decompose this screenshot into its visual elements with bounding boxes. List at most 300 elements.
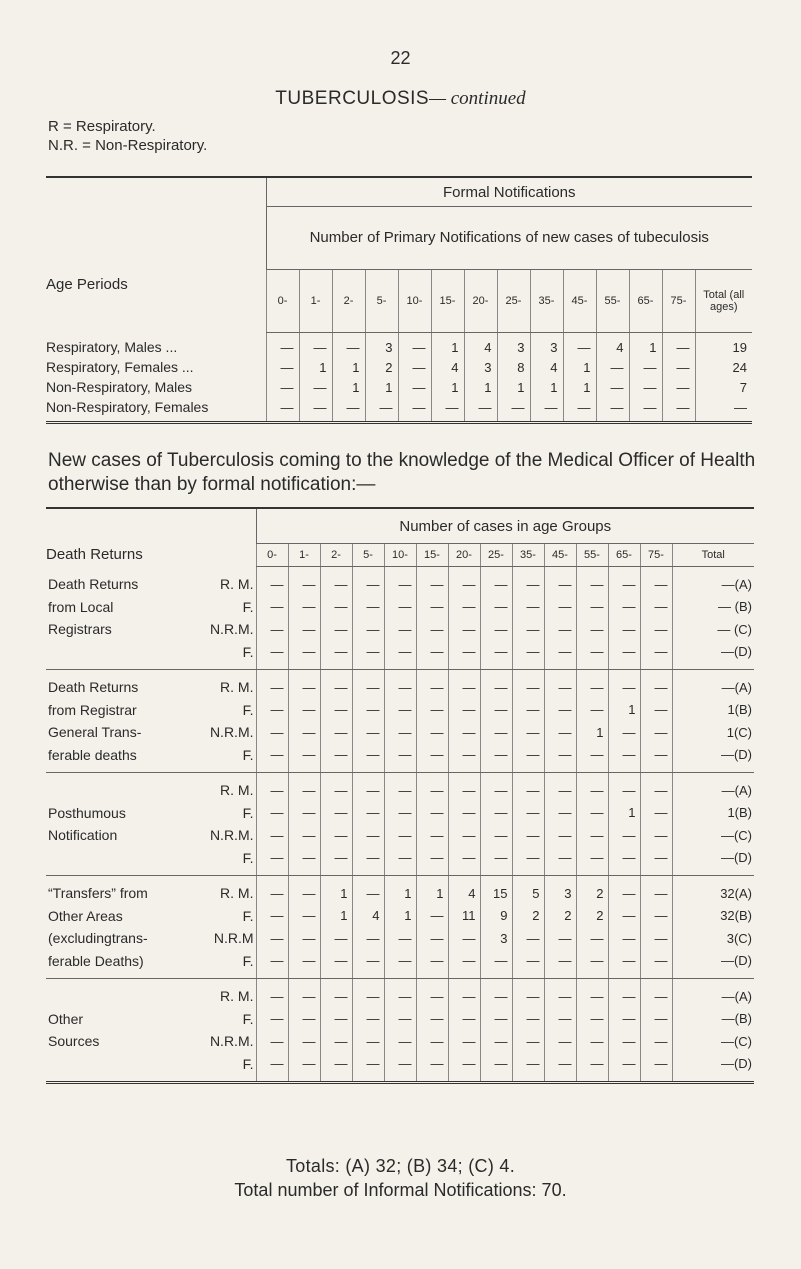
table-cell: — bbox=[576, 567, 608, 596]
table-cell: — bbox=[416, 950, 448, 979]
table-cell: — bbox=[544, 802, 576, 825]
table-cell: — bbox=[662, 397, 695, 423]
table-cell: — bbox=[352, 670, 384, 699]
table-cell: — bbox=[512, 670, 544, 699]
table-cell: — bbox=[398, 377, 431, 397]
table-row bbox=[46, 357, 752, 377]
table-cell: — bbox=[352, 721, 384, 744]
table-cell: — bbox=[288, 670, 320, 699]
table-cell: — bbox=[320, 641, 352, 670]
table-row bbox=[46, 333, 752, 358]
table-cell: 1 bbox=[384, 876, 416, 905]
table-cell: — bbox=[640, 773, 672, 802]
source-label bbox=[46, 847, 176, 876]
table-cell: — bbox=[448, 618, 480, 641]
table-cell: — bbox=[384, 744, 416, 773]
age-group-header: 20- bbox=[464, 270, 497, 333]
table-cell: — bbox=[662, 333, 695, 358]
row-total: 32(A) bbox=[672, 876, 754, 905]
table-cell: — bbox=[608, 1030, 640, 1053]
table-row bbox=[46, 847, 754, 876]
table-cell: — bbox=[608, 1053, 640, 1083]
table-cell: — bbox=[544, 824, 576, 847]
legend-non-respiratory: N.R. = Non-Respiratory. bbox=[48, 137, 208, 154]
age-group-header: 75- bbox=[640, 544, 672, 567]
category-label: N.R.M. bbox=[209, 827, 254, 844]
table-cell: — bbox=[640, 824, 672, 847]
table-cell: — bbox=[629, 397, 662, 423]
table-cell: — bbox=[288, 927, 320, 950]
table-cell: — bbox=[640, 618, 672, 641]
table-cell: — bbox=[640, 1053, 672, 1083]
table-cell: 3 bbox=[480, 927, 512, 950]
table-cell: — bbox=[448, 847, 480, 876]
table-cell: — bbox=[256, 1008, 288, 1031]
table-cell: — bbox=[576, 1053, 608, 1083]
table-row bbox=[46, 377, 752, 397]
table-cell: — bbox=[512, 596, 544, 619]
row-label: Non-Respiratory, Females bbox=[46, 399, 209, 415]
table-cell: — bbox=[448, 824, 480, 847]
table-cell: 3 bbox=[544, 876, 576, 905]
source-label: ferable Deaths) bbox=[46, 950, 176, 979]
table-cell: — bbox=[352, 641, 384, 670]
table-cell: — bbox=[266, 333, 299, 358]
table-cell: — bbox=[480, 670, 512, 699]
table-cell: — bbox=[256, 773, 288, 802]
age-group-header: 35- bbox=[512, 544, 544, 567]
table-cell: — bbox=[544, 950, 576, 979]
table-cell: — bbox=[320, 1008, 352, 1031]
table-cell: — bbox=[352, 979, 384, 1008]
table-cell: — bbox=[384, 927, 416, 950]
table-cell: — bbox=[352, 1053, 384, 1083]
table-row bbox=[46, 905, 754, 928]
table-cell: — bbox=[640, 670, 672, 699]
row-total: 32(B) bbox=[672, 905, 754, 928]
source-label: Other bbox=[48, 1010, 84, 1027]
table-cell: — bbox=[480, 773, 512, 802]
age-group-header: 25- bbox=[497, 270, 530, 333]
table-cell: 3 bbox=[464, 357, 497, 377]
table-cell: — bbox=[544, 979, 576, 1008]
table-cell: — bbox=[384, 979, 416, 1008]
table-cell: 4 bbox=[596, 333, 629, 358]
table-cell: — bbox=[384, 1030, 416, 1053]
age-group-header: 15- bbox=[416, 544, 448, 567]
table-cell: — bbox=[416, 744, 448, 773]
table-cell: — bbox=[563, 333, 596, 358]
table-cell: 1 bbox=[332, 357, 365, 377]
table-cell: — bbox=[416, 670, 448, 699]
table-cell: — bbox=[576, 1030, 608, 1053]
total-all-ages-header: Total (all ages) bbox=[695, 270, 752, 333]
table-cell: 1 bbox=[431, 377, 464, 397]
table-cell: — bbox=[256, 596, 288, 619]
table-row bbox=[46, 1008, 754, 1031]
age-group-header: 0- bbox=[256, 544, 288, 567]
table-row bbox=[46, 1053, 754, 1083]
row-total: 3(C) bbox=[672, 927, 754, 950]
table-cell: — bbox=[530, 397, 563, 423]
table-cell: — bbox=[416, 905, 448, 928]
table-cell: — bbox=[448, 567, 480, 596]
table-cell: — bbox=[629, 377, 662, 397]
table-cell: — bbox=[352, 1008, 384, 1031]
table-cell: — bbox=[416, 824, 448, 847]
table-cell: — bbox=[640, 876, 672, 905]
table-cell: — bbox=[352, 824, 384, 847]
table-cell: — bbox=[608, 905, 640, 928]
source-label bbox=[46, 1053, 176, 1083]
age-group-header: 2- bbox=[320, 544, 352, 567]
table-cell: — bbox=[352, 876, 384, 905]
row-total: —(D) bbox=[672, 744, 754, 773]
table-cell: — bbox=[448, 927, 480, 950]
table-cell: — bbox=[576, 927, 608, 950]
table-cell: — bbox=[352, 744, 384, 773]
table-cell: 1 bbox=[384, 905, 416, 928]
table-cell: — bbox=[352, 567, 384, 596]
table-cell: — bbox=[384, 721, 416, 744]
table-row bbox=[46, 397, 752, 423]
table-cell: — bbox=[640, 721, 672, 744]
table-cell: — bbox=[596, 357, 629, 377]
table-cell: — bbox=[288, 876, 320, 905]
row-total: —(A) bbox=[672, 567, 754, 596]
source-label: Other Areas bbox=[48, 907, 123, 924]
table-cell: 1 bbox=[320, 876, 352, 905]
table-row bbox=[46, 824, 754, 847]
row-total: —(A) bbox=[672, 979, 754, 1008]
table-cell: — bbox=[320, 824, 352, 847]
category-label: F. bbox=[242, 598, 254, 615]
legend-respiratory: R = Respiratory. bbox=[48, 118, 156, 135]
table-cell: — bbox=[480, 596, 512, 619]
category-label: F. bbox=[242, 907, 254, 924]
row-total: —(D) bbox=[672, 641, 754, 670]
table-cell: — bbox=[596, 377, 629, 397]
row-total: —(A) bbox=[672, 773, 754, 802]
table-cell: — bbox=[384, 950, 416, 979]
category-label: F. bbox=[242, 1055, 254, 1072]
row-total: —(D) bbox=[672, 847, 754, 876]
table-cell: — bbox=[544, 641, 576, 670]
table-cell: — bbox=[608, 618, 640, 641]
row-total: —(B) bbox=[672, 1008, 754, 1031]
category-label: F. bbox=[176, 950, 256, 979]
table-cell: — bbox=[256, 847, 288, 876]
source-label bbox=[46, 773, 176, 802]
table-cell: — bbox=[544, 596, 576, 619]
table-cell: — bbox=[398, 397, 431, 423]
table-cell: — bbox=[384, 567, 416, 596]
table-cell: 1 bbox=[431, 333, 464, 358]
source-label bbox=[46, 979, 176, 1008]
age-group-header: 10- bbox=[384, 544, 416, 567]
page-number: 22 bbox=[390, 48, 411, 68]
table-cell: — bbox=[544, 670, 576, 699]
table-cell: — bbox=[480, 824, 512, 847]
table-cell: — bbox=[320, 699, 352, 722]
table-cell: — bbox=[544, 1008, 576, 1031]
death-returns-header: Death Returns bbox=[46, 545, 143, 563]
source-label: from Registrar bbox=[48, 701, 137, 718]
category-label: R. M. bbox=[220, 576, 254, 592]
table-cell: 3 bbox=[365, 333, 398, 358]
table-cell: 1 bbox=[299, 357, 332, 377]
table-cell: — bbox=[640, 927, 672, 950]
formal-notifications-header: Formal Notifications bbox=[266, 177, 752, 207]
table-row bbox=[46, 950, 754, 979]
table-cell: — bbox=[448, 670, 480, 699]
table-cell: — bbox=[544, 744, 576, 773]
table-cell: — bbox=[480, 567, 512, 596]
total-header: Total bbox=[672, 544, 754, 567]
table-cell: 4 bbox=[448, 876, 480, 905]
age-group-header: 10- bbox=[398, 270, 431, 333]
table-cell: 4 bbox=[464, 333, 497, 358]
table-cell: — bbox=[695, 397, 752, 423]
age-group-header: 0- bbox=[266, 270, 299, 333]
table-cell: — bbox=[576, 670, 608, 699]
table-cell: — bbox=[544, 1030, 576, 1053]
table-cell: — bbox=[576, 699, 608, 722]
table-cell: — bbox=[640, 596, 672, 619]
table-cell: — bbox=[512, 773, 544, 802]
table-cell: 1 bbox=[563, 357, 596, 377]
table-cell: — bbox=[288, 567, 320, 596]
age-group-header: 45- bbox=[544, 544, 576, 567]
table-cell: — bbox=[299, 397, 332, 423]
table-cell: — bbox=[416, 847, 448, 876]
source-label: Notification bbox=[48, 827, 118, 844]
category-label: F. bbox=[176, 744, 256, 773]
table-cell: — bbox=[416, 1030, 448, 1053]
table-cell: 2 bbox=[512, 905, 544, 928]
table-cell: — bbox=[256, 721, 288, 744]
age-group-header: 25- bbox=[480, 544, 512, 567]
table-cell: — bbox=[288, 699, 320, 722]
table-cell: — bbox=[512, 744, 544, 773]
table-row bbox=[46, 721, 754, 744]
age-group-header: 55- bbox=[576, 544, 608, 567]
table-cell: 2 bbox=[365, 357, 398, 377]
table-cell: — bbox=[576, 618, 608, 641]
source-label: (excludingtrans- bbox=[48, 930, 148, 947]
table-cell: — bbox=[384, 641, 416, 670]
table-row bbox=[46, 927, 754, 950]
table-cell: 11 bbox=[448, 905, 480, 928]
table-cell: — bbox=[512, 699, 544, 722]
table-cell: 5 bbox=[512, 876, 544, 905]
table-cell: — bbox=[332, 397, 365, 423]
primary-notifications-header: Number of Primary Notifications of new cases of tubeculosis bbox=[266, 207, 752, 270]
age-group-header: 35- bbox=[530, 270, 563, 333]
row-total: —(A) bbox=[672, 670, 754, 699]
table-cell: 1 bbox=[530, 377, 563, 397]
source-label: ferable deaths bbox=[46, 744, 176, 773]
table-cell: — bbox=[384, 596, 416, 619]
row-total: —(D) bbox=[672, 950, 754, 979]
title-suffix: — continued bbox=[429, 88, 526, 109]
age-group-header: 15- bbox=[431, 270, 464, 333]
table-cell: — bbox=[416, 927, 448, 950]
table-cell: — bbox=[608, 721, 640, 744]
table-cell: — bbox=[448, 1053, 480, 1083]
table-cell: — bbox=[256, 979, 288, 1008]
table-cell: — bbox=[384, 802, 416, 825]
table-cell: — bbox=[288, 905, 320, 928]
table-cell: 9 bbox=[480, 905, 512, 928]
age-group-header: 2- bbox=[332, 270, 365, 333]
table-cell: — bbox=[266, 377, 299, 397]
table-cell: — bbox=[512, 567, 544, 596]
table-cell: — bbox=[512, 824, 544, 847]
total-informal-notifications: Total number of Informal Notifications: 70. bbox=[234, 1180, 567, 1200]
table-cell: — bbox=[512, 1008, 544, 1031]
table-cell: — bbox=[640, 979, 672, 1008]
table-cell: — bbox=[256, 824, 288, 847]
table-cell: — bbox=[256, 927, 288, 950]
table-cell: — bbox=[416, 1053, 448, 1083]
table-cell: — bbox=[288, 824, 320, 847]
table-cell: — bbox=[629, 357, 662, 377]
table-cell: — bbox=[288, 744, 320, 773]
table-cell: — bbox=[640, 641, 672, 670]
table-cell: — bbox=[256, 670, 288, 699]
table-cell: — bbox=[384, 1008, 416, 1031]
table-cell: — bbox=[288, 618, 320, 641]
age-group-header: 45- bbox=[563, 270, 596, 333]
table-cell: 1 bbox=[497, 377, 530, 397]
table-cell: — bbox=[544, 721, 576, 744]
table-row bbox=[46, 567, 754, 596]
table-cell: — bbox=[512, 618, 544, 641]
totals-line: Totals: (A) 32; (B) 34; (C) 4. bbox=[285, 1156, 516, 1176]
table-cell: 1 bbox=[365, 377, 398, 397]
table-cell: — bbox=[576, 847, 608, 876]
table-cell: — bbox=[352, 773, 384, 802]
table-cell: — bbox=[480, 721, 512, 744]
table-cell: — bbox=[416, 567, 448, 596]
table-cell: — bbox=[320, 950, 352, 979]
category-label: F. bbox=[176, 847, 256, 876]
table-cell: — bbox=[480, 979, 512, 1008]
table-cell: — bbox=[416, 721, 448, 744]
table-cell: — bbox=[352, 596, 384, 619]
table-cell: — bbox=[608, 670, 640, 699]
category-label: F. bbox=[176, 641, 256, 670]
category-label: R. M. bbox=[220, 885, 254, 902]
table-cell: — bbox=[256, 618, 288, 641]
table-cell: — bbox=[512, 641, 544, 670]
table-cell: — bbox=[608, 744, 640, 773]
table-cell: — bbox=[448, 641, 480, 670]
category-label: F. bbox=[242, 1010, 254, 1027]
table-cell: — bbox=[288, 1030, 320, 1053]
table-cell: 19 bbox=[695, 333, 752, 358]
table-cell: 1 bbox=[576, 721, 608, 744]
category-label: N.R.M. bbox=[209, 724, 254, 741]
row-total: — (C) bbox=[672, 618, 754, 641]
table-cell: — bbox=[352, 1030, 384, 1053]
table-cell: — bbox=[544, 773, 576, 802]
table-cell: — bbox=[256, 641, 288, 670]
table-cell: — bbox=[320, 618, 352, 641]
formal-notifications-table bbox=[46, 176, 752, 424]
source-label: Death Returns bbox=[48, 576, 139, 592]
table-cell: — bbox=[299, 377, 332, 397]
table-cell: — bbox=[384, 1053, 416, 1083]
table-cell: — bbox=[512, 1053, 544, 1083]
table-cell: — bbox=[416, 641, 448, 670]
table-cell: — bbox=[480, 744, 512, 773]
table-cell: — bbox=[320, 927, 352, 950]
table-cell: — bbox=[576, 744, 608, 773]
table-cell: — bbox=[288, 1008, 320, 1031]
table-cell: — bbox=[480, 641, 512, 670]
table-cell: 4 bbox=[530, 357, 563, 377]
table-cell: — bbox=[576, 802, 608, 825]
table-row bbox=[46, 618, 754, 641]
table-cell: 1 bbox=[563, 377, 596, 397]
table-cell: — bbox=[288, 979, 320, 1008]
category-label: R. M. bbox=[220, 679, 254, 696]
table-cell: — bbox=[544, 847, 576, 876]
table-cell: — bbox=[448, 721, 480, 744]
row-total: —(C) bbox=[672, 824, 754, 847]
table-cell: 4 bbox=[352, 905, 384, 928]
table-cell: — bbox=[416, 979, 448, 1008]
table-cell: — bbox=[256, 1030, 288, 1053]
table-cell: 7 bbox=[695, 377, 752, 397]
table-cell: — bbox=[352, 847, 384, 876]
table-cell: — bbox=[288, 1053, 320, 1083]
table-row bbox=[46, 1030, 754, 1053]
table-cell: — bbox=[544, 927, 576, 950]
table-cell: — bbox=[640, 950, 672, 979]
table-cell: 24 bbox=[695, 357, 752, 377]
table-cell: — bbox=[448, 699, 480, 722]
table-cell: — bbox=[640, 744, 672, 773]
table-cell: — bbox=[448, 596, 480, 619]
source-label: Sources bbox=[48, 1033, 100, 1050]
source-label: Death Returns bbox=[48, 679, 139, 696]
table-cell: — bbox=[320, 1030, 352, 1053]
table-row bbox=[46, 876, 754, 905]
table-cell: — bbox=[320, 567, 352, 596]
table-cell: — bbox=[398, 333, 431, 358]
source-label: Registrars bbox=[48, 621, 112, 638]
informal-notifications-table bbox=[46, 507, 754, 1084]
table-cell: — bbox=[448, 979, 480, 1008]
age-group-header: 65- bbox=[608, 544, 640, 567]
table-cell: — bbox=[544, 567, 576, 596]
table-cell: — bbox=[480, 1030, 512, 1053]
table-cell: — bbox=[608, 876, 640, 905]
table-row bbox=[46, 699, 754, 722]
table-cell: — bbox=[608, 950, 640, 979]
table-cell: — bbox=[320, 802, 352, 825]
table-cell: 1 bbox=[629, 333, 662, 358]
table-cell: — bbox=[384, 847, 416, 876]
table-cell: — bbox=[398, 357, 431, 377]
table-cell: — bbox=[288, 802, 320, 825]
table-cell: — bbox=[480, 950, 512, 979]
table-cell: — bbox=[332, 333, 365, 358]
table-cell: — bbox=[662, 357, 695, 377]
